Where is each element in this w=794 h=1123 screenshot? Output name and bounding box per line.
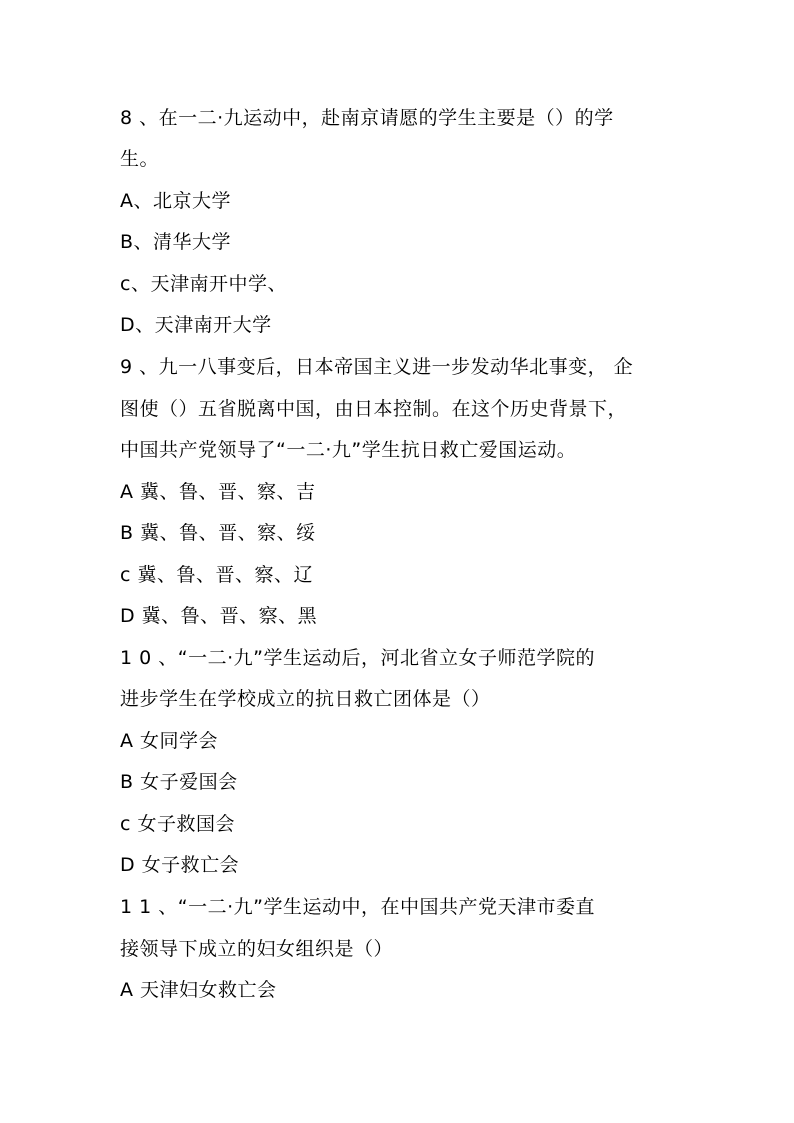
question-10-stem-line-2: 进步学生在学校成立的抗日救亡团体是（） xyxy=(120,688,491,710)
question-10-stem-line-1: 1 0 、“一二·九”学生运动后，河北省立女子师范学院的 xyxy=(120,647,595,669)
question-8-option-d: D、天津南开大学 xyxy=(120,314,272,336)
question-11-option-a: A 天津妇女救亡会 xyxy=(120,979,277,1001)
question-10-option-c: c 女子救国会 xyxy=(120,813,235,835)
question-9-stem-line-3: 中国共产党领导了“一二·九”学生抗日救亡爱国运动。 xyxy=(120,439,577,461)
question-9-stem-line-1: 9 、九一八事变后，日本帝国主义进一步发动华北事变， 企 xyxy=(120,356,634,378)
question-9-option-b: B 冀、鲁、晋、察、绥 xyxy=(120,522,316,544)
question-10-option-a: A 女同学会 xyxy=(120,730,219,752)
question-8-option-c: c、天津南开中学、 xyxy=(120,273,287,295)
question-9-option-a: A 冀、鲁、晋、察、吉 xyxy=(120,481,316,503)
question-9-option-c: c 冀、鲁、晋、察、辽 xyxy=(120,564,313,586)
question-8-option-a: A、北京大学 xyxy=(120,190,231,212)
question-8-stem-line-2: 生。 xyxy=(120,148,160,170)
question-8-option-b: B、清华大学 xyxy=(120,231,232,253)
question-9-stem-line-2: 图使（）五省脱离中国，由日本控制。在这个历史背景下， xyxy=(120,398,628,420)
question-10-option-b: B 女子爱国会 xyxy=(120,771,238,793)
question-9-option-d: D 冀、鲁、晋、察、黑 xyxy=(120,605,318,627)
question-8-stem-line-1: 8 、在一二·九运动中，赴南京请愿的学生主要是（）的学 xyxy=(120,107,614,129)
question-11-stem-line-2: 接领导下成立的妇女组织是（） xyxy=(120,938,394,960)
question-10-option-d: D 女子救亡会 xyxy=(120,854,240,876)
question-11-stem-line-1: 1 1 、“一二·九”学生运动中，在中国共产党天津市委直 xyxy=(120,896,595,918)
